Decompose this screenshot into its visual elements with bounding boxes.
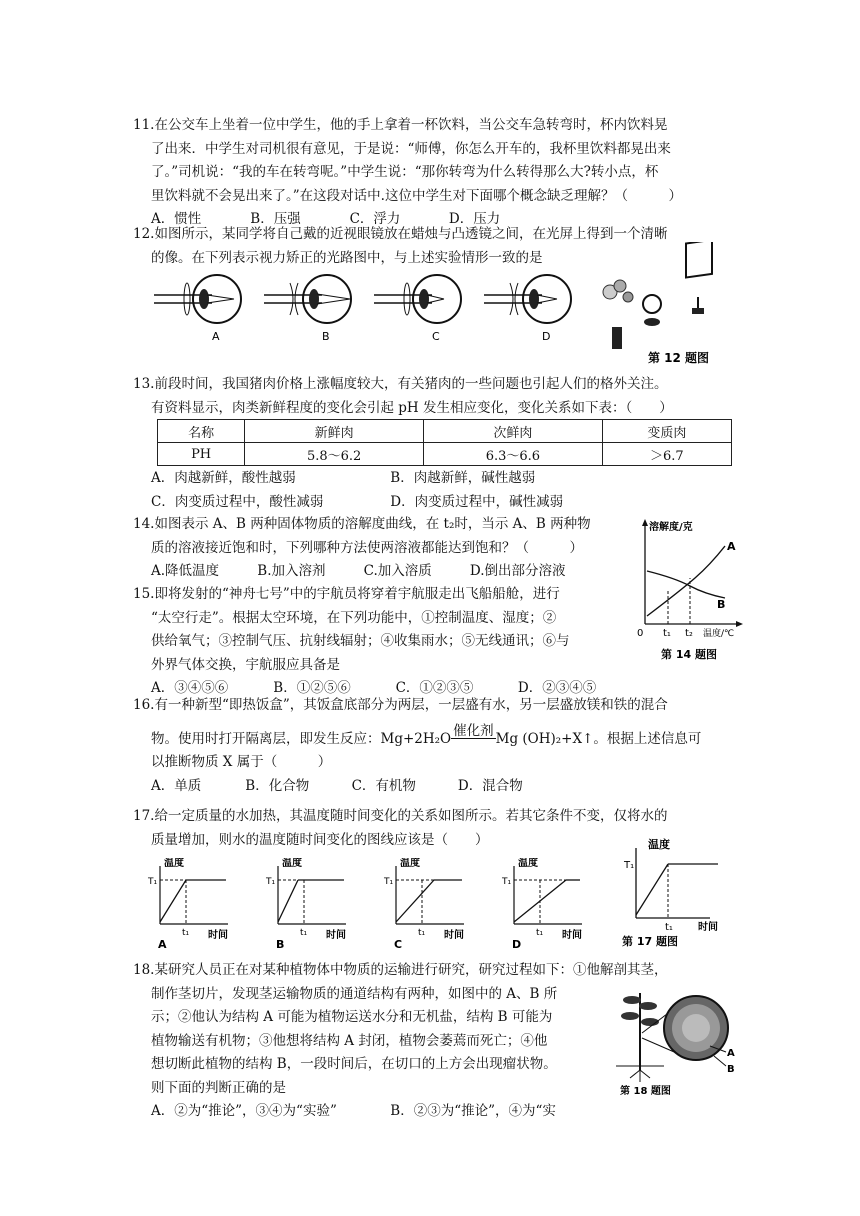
q18-line-5: 想切断此植物的结构 B，一段时间后，在切口的上方会出现瘤状物。 (151, 1056, 557, 1072)
q14-origin: 0 (637, 628, 644, 639)
q11-line-2: 了出来．中学生对司机很有意见，于是说：“师傅，你怎么开车的，我杯里饮料都晃出来 (151, 140, 671, 157)
q17-ref-t1: T₁ (624, 860, 635, 871)
q17-graph-a (147, 858, 228, 950)
q17-ref-ylabel: 温度 (648, 838, 670, 851)
q16-equation-right: Mg (OH)₂+X↑。根据上述信息可 (495, 730, 702, 747)
q17-line-2: 质量增加，则水的温度随时间变化的图线应该是（ ） (151, 831, 489, 848)
q14-curve-a (647, 546, 725, 616)
q14-xlabel: 温度/℃ (703, 629, 735, 639)
q17-ref-time-tick: t₁ (665, 922, 673, 933)
graph-time-tick: t₁ (418, 928, 426, 938)
question-13 (133, 373, 738, 420)
graph-t1-label: T₁ (266, 877, 276, 887)
q13-line-1: 13.前段时间，我国猪肉价格上涨幅度较大，有关猪肉的一些问题也引起人们的格外关注。 (133, 376, 668, 392)
heating-line (396, 880, 434, 922)
table-header-row (158, 420, 732, 443)
graph-t1-label: T₁ (502, 877, 512, 887)
q16-line-2 (133, 722, 738, 752)
graph-ylabel: 温度 (518, 858, 538, 869)
q14-ylabel: 溶解度/克 (649, 522, 693, 533)
q17-graph-d (501, 858, 582, 950)
q12-eye-diagrams (152, 270, 592, 350)
table-cell: 次鲜肉 (424, 420, 603, 443)
table-cell: 5.8～6.2 (245, 443, 424, 466)
q14-tick-t1: t₁ (663, 628, 671, 639)
q18-caption: 第 18 题图 (620, 1086, 671, 1097)
q16-option-b: B．化合物 (245, 777, 310, 794)
graph-option-label: B (276, 938, 285, 950)
q18-line-4: 植物输送有机物；③他想将结构 A 封闭，植物会萎蔫而死亡；④他 (151, 1032, 548, 1049)
eye-diagram-c (374, 275, 461, 343)
q14-option-a: A.降低温度 (151, 563, 220, 579)
q14-curve-b-label: B (717, 598, 726, 611)
q11-line-4: 里饮料就不会晃出来了。”在这段对话中.这位中学生对下面哪个概念缺乏理解？（ ） (151, 187, 682, 204)
q17-graphs-group (147, 858, 582, 950)
q18-line-2: 制作茎切片，发现茎运输物质的通道结构有两种，如图中的 A、B 所 (151, 985, 558, 1002)
q18-option-a: A．②为“推论”，③④为“实验” (151, 1103, 337, 1119)
q16-options (133, 775, 738, 799)
q16-option-a: A．单质 (151, 777, 202, 794)
graph-xlabel: 时间 (562, 930, 582, 941)
graph-ylabel: 温度 (400, 858, 420, 869)
q11-line-1: 11.在公交车上坐着一位中学生，他的手上拿着一杯饮料，当公交车急转弯时，杯内饮料晃 (133, 117, 668, 133)
graph-option-label: D (512, 938, 522, 950)
q13-option-c: C．肉变质过程中，酸性减弱 (151, 493, 324, 510)
q14-options (133, 560, 628, 584)
q16-equation-left: 物。使用时打开隔离层，即发生反应：Mg+2H₂O (151, 730, 452, 747)
graph-option-label: C (394, 938, 403, 950)
q16-line-1: 16.有一种新型“即热饭盒”，其饭盒底部分为两层，一层盛有水，另一层盛放镁和铁的混合 (133, 697, 668, 713)
q12-line-1: 12.如图所示，某同学将自己戴的近视眼镜放在蜡烛与凸透镜之间，在光屏上得到一个清晰 (133, 226, 668, 242)
q14-line-1: 14.如图表示 A、B 两种固体物质的溶解度曲线，在 t₂时，当示 A、B 两种物 (133, 516, 591, 532)
q18-line-1: 18.某研究人员正在对某种植物体中物质的运输进行研究，研究过程如下：①他解剖其茎， (133, 962, 668, 978)
table-cell: ＞6.7 (602, 443, 731, 466)
table-row (158, 443, 732, 466)
q13-option-b: B．肉越新鲜，碱性越弱 (390, 470, 536, 486)
table-cell: 名称 (158, 420, 245, 443)
q18-label-a: A (727, 1048, 735, 1059)
q12-caption: 第 12 题图 (648, 351, 710, 365)
table-cell: 变质肉 (602, 420, 731, 443)
graph-time-tick: t₁ (536, 928, 544, 938)
table-cell: 6.3～6.6 (424, 443, 603, 466)
q14-option-c: C.加入溶质 (363, 563, 432, 579)
question-16 (133, 694, 738, 798)
question-11 (133, 114, 738, 232)
q11-option-c: C．浮力 (349, 211, 401, 227)
q12-apparatus-figure (590, 242, 730, 367)
q17-option-graphs (140, 858, 610, 950)
q17-line-1: 17.给一定质量的水加热，其温度随时间变化的关系如图所示。若其它条件不变，仅将水的 (133, 808, 668, 824)
q18-line-3: 示；②他认为结构 A 可能为植物运送水分和无机盐，结构 B 可能为 (151, 1009, 553, 1025)
q14-solubility-figure (635, 516, 745, 666)
eye-label-a: A (212, 330, 220, 343)
heating-line (160, 880, 186, 922)
q14-caption: 第 14 题图 (661, 648, 717, 661)
q14-option-b: B.加入溶剂 (257, 563, 326, 579)
q17-ref-xlabel: 时间 (698, 922, 718, 933)
q14-tick-t2: t₂ (685, 628, 693, 639)
q15-option-c: C．①②③⑤ (395, 680, 474, 696)
q18-line-6: 则下面的判断正确的是 (151, 1079, 286, 1096)
q11-line-3: 了。”司机说：“我的车在转弯呢。”中学生说：“那你转弯为什么转得那么大?转小点，杯 (151, 164, 659, 180)
q17-reference-graph (618, 836, 738, 948)
graph-xlabel: 时间 (444, 930, 464, 941)
q14-curve-b (647, 571, 725, 598)
q18-stem-figure (610, 978, 738, 1100)
q13-ph-table (157, 419, 732, 466)
graph-ylabel: 温度 (164, 858, 184, 869)
q11-option-d: D．压力 (448, 211, 501, 227)
q18-options (133, 1100, 738, 1124)
graph-time-tick: t₁ (182, 928, 190, 938)
table-cell: 新鲜肉 (245, 420, 424, 443)
graph-t1-label: T₁ (148, 877, 158, 887)
q13-line-2: 有资料显示，肉类新鲜程度的变化会引起 pH 发生相应变化，变化关系如下表：（ ） (151, 399, 673, 416)
q15-line-3: 供给氧气；③控制气压、抗射线辐射；④收集雨水；⑤无线通讯；⑥与 (151, 633, 570, 649)
q15-option-d: D．②③④⑤ (517, 680, 597, 696)
question-14 (133, 513, 628, 584)
q15-line-1: 15.即将发射的“神舟七号”中的宇航员将穿着宇航服走出飞船船舱，进行 (133, 586, 560, 602)
q13-option-d: D．肉变质过程中，碱性减弱 (390, 493, 564, 510)
graph-time-tick: t₁ (300, 928, 308, 938)
eye-diagram-a (154, 275, 241, 343)
q14-line-2: 质的溶液接近饱和时，下列哪种方法使两溶液都能达到饱和？（ ） (151, 539, 583, 556)
eye-label-d: D (542, 330, 551, 343)
heating-line (278, 880, 298, 922)
q16-option-d: D．混合物 (457, 777, 523, 794)
q17-graph-b (265, 858, 346, 950)
graph-xlabel: 时间 (326, 930, 346, 941)
q17-graph-c (383, 858, 464, 950)
eye-label-c: C (432, 330, 440, 343)
graph-xlabel: 时间 (208, 930, 228, 941)
graph-option-label: A (158, 938, 167, 950)
graph-ylabel: 温度 (282, 858, 302, 869)
q12-line-2: 的像。在下列表示视力矫正的光路图中，与上述实验情形一致的是 (151, 249, 543, 266)
q14-option-d: D.倒出部分溶液 (469, 563, 566, 579)
q15-option-b: B．①②⑤⑥ (273, 680, 351, 696)
q15-option-a: A．③④⑤⑥ (151, 680, 229, 696)
q16-catalyst: 催化剂 (453, 722, 494, 739)
q14-curve-a-label: A (727, 540, 736, 553)
q16-line-3: 以推断物质 X 属于（ ） (151, 754, 332, 770)
q11-option-b: B．压强 (250, 211, 301, 227)
q18-option-b: B．②③为“推论”，④为“实 (390, 1103, 556, 1119)
q15-line-4: 外界气体交换，宇航服应具备是 (151, 656, 340, 673)
eye-label-b: B (322, 330, 330, 343)
q13-options (133, 467, 738, 514)
q13-option-a: A．肉越新鲜，酸性越弱 (151, 470, 296, 486)
q18-label-b: B (727, 1064, 735, 1075)
q11-option-a: A．惯性 (151, 211, 202, 227)
q17-caption: 第 17 题图 (622, 935, 678, 948)
question-15 (133, 583, 628, 701)
table-cell: PH (158, 443, 245, 466)
q16-option-c: C．有机物 (351, 777, 416, 794)
q15-line-2: “太空行走”。根据太空环境，在下列功能中，①控制温度、湿度；② (151, 609, 557, 626)
graph-t1-label: T₁ (384, 877, 394, 887)
eye-diagram-d (484, 275, 571, 343)
eye-diagram-b (264, 275, 351, 343)
